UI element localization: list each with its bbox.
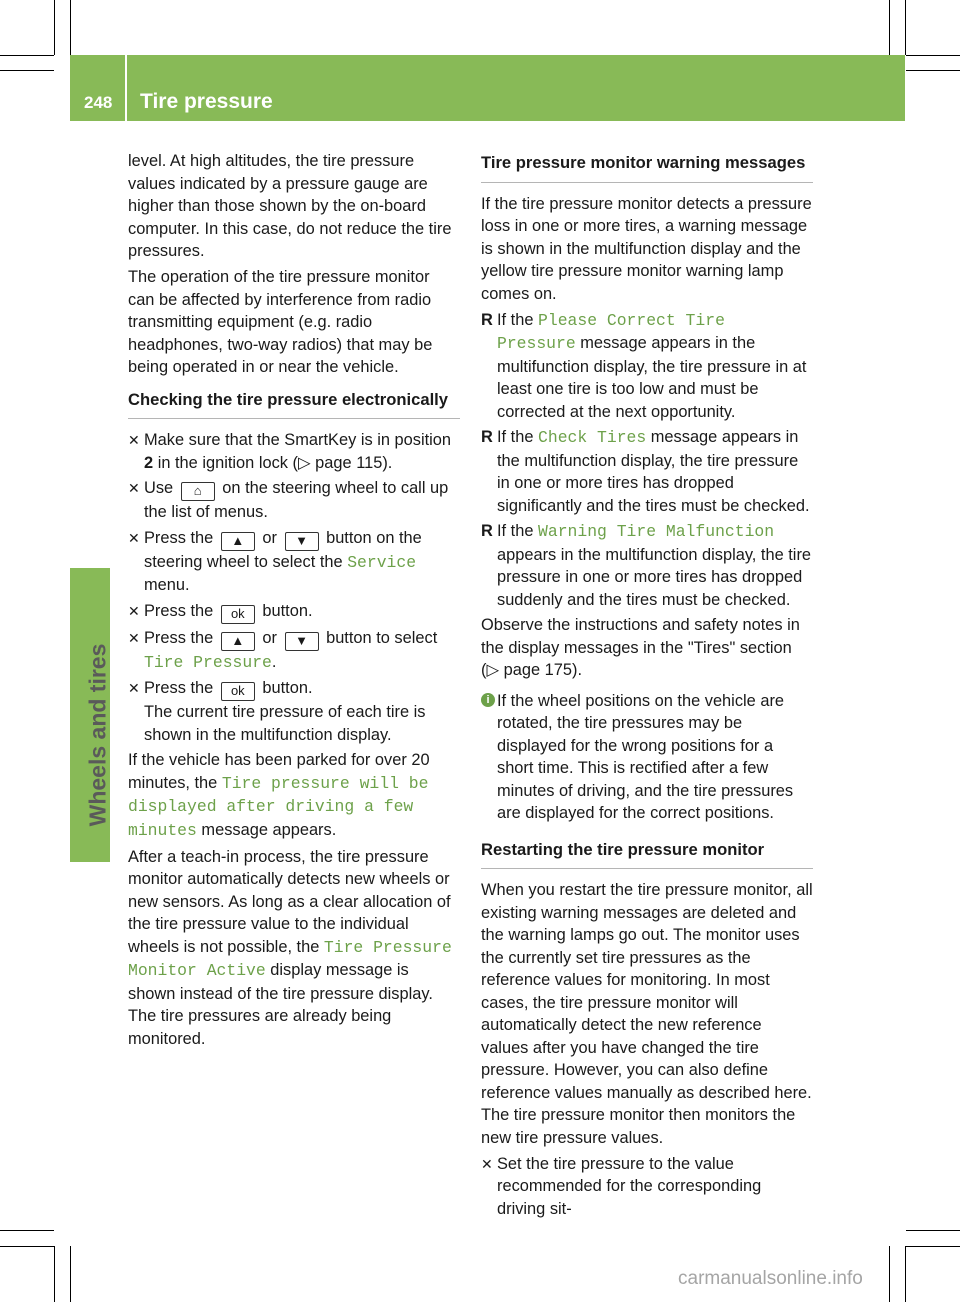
- crop-mark: [0, 1246, 54, 1247]
- crop-mark: [70, 0, 71, 55]
- instruction-step: ✕ Press the ▲ or ▼ button on the steering wheel to select the Service menu.: [128, 528, 422, 594]
- display-message: Warning Tire Malfunction: [538, 522, 775, 541]
- crop-mark: [70, 1246, 71, 1302]
- bullet-item: R If the Warning Tire Malfunction appears in the multifunction display, the tire pressure in one or more tires has dropped suddenly and the tires must be checked.: [481, 522, 812, 609]
- page-reference-link[interactable]: page 115).: [315, 453, 393, 472]
- header-divider: [125, 55, 127, 121]
- home-button-icon: ⌂: [181, 482, 215, 501]
- step-arrow-icon: ✕: [128, 680, 140, 696]
- section-heading-warning: Tire pressure monitor warning messages: [481, 153, 806, 172]
- info-note: i If the wheel positions on the vehicle are rotated, the tire pressures may be displayed for the wrong positions for a short time. This is rectified after a few minutes of driving, and the tire pressures are displayed for the correct positions.: [481, 690, 813, 825]
- side-tab-label: Wheels and tires: [84, 643, 111, 827]
- warning-intro: If the tire pressure monitor detects a pressure loss in one or more tires, a warning message is shown in the multifunction display and the yellow tire pressure monitor warning lamp comes on.: [481, 194, 812, 303]
- instruction-step: ✕ Press the ok button. The current tire pressure of each tire is shown in the multifunction display.: [128, 679, 426, 744]
- crop-mark: [906, 70, 960, 71]
- section-rule: [481, 182, 813, 183]
- instruction-step: ✕ Set the tire pressure to the value recommended for the corresponding driving sit-: [481, 1154, 762, 1218]
- crop-mark: [906, 1230, 960, 1231]
- intro-paragraph: level. At high altitudes, the tire pressure values indicated by a pressure gauge are higher than those shown by the on-board computer. In this case, do not reduce the tire pressures.: [128, 152, 452, 260]
- instruction-step: ✕ Use ⌂ on the steering wheel to call up the list of menus.: [128, 479, 449, 521]
- section-heading-checking: Checking the tire pressure electronically: [128, 389, 449, 409]
- step-arrow-icon: ✕: [128, 529, 140, 546]
- watermark: carmanualsonline.info: [678, 1268, 863, 1289]
- page-number: 248: [84, 93, 113, 112]
- crop-mark: [0, 70, 54, 71]
- page-title: Tire pressure: [140, 90, 273, 113]
- instruction-step: ✕ Press the ok button.: [128, 600, 460, 624]
- section-rule: [481, 868, 813, 869]
- display-message: Service: [347, 552, 417, 572]
- section-rule: [128, 418, 460, 419]
- down-button-icon: ▼: [285, 532, 319, 551]
- page-reference-link[interactable]: page 175).: [503, 661, 583, 679]
- display-message: Tire pressure will be displayed after driving a few minutes: [128, 773, 429, 840]
- bullet-item: R If the Check Tires message appears in the multifunction display, the tire pressure in one or more tires has dropped significantly and the tires must be checked.: [481, 428, 810, 515]
- step-result: The current tire pressure of each tire is shown in the multifunction display.: [144, 703, 426, 744]
- page-ref-arrow-icon: ▷: [486, 661, 500, 679]
- instruction-step: ✕ Make sure that the SmartKey is in position 2 in the ignition lock (▷ page 115).: [128, 431, 452, 472]
- crop-mark: [889, 0, 890, 55]
- parked-paragraph: If the vehicle has been parked for over 20 minutes, the Tire pressure will be displayed after driving a few minutes message appears.: [128, 751, 430, 840]
- ok-button-icon: ok: [221, 682, 255, 701]
- info-icon: i: [481, 693, 495, 707]
- bullet-icon: R: [481, 522, 493, 540]
- display-message: Tire Pressure Monitor Active: [128, 937, 452, 980]
- teach-in-paragraph: After a teach-in process, the tire pressure monitor automatically detects new wheels or new sensors. As long as a clear allocation of the tire pressure value to the individual wheels is not possible, the Tire Pressure Monitor Active display message is shown instead of the tire pressure display. The tire pressures are already being monitored.: [128, 847, 452, 1048]
- step-arrow-icon: ✕: [128, 602, 140, 619]
- crop-mark: [889, 1246, 890, 1302]
- ok-button-icon: ok: [221, 605, 255, 624]
- crop-mark: [906, 55, 960, 56]
- bullet-item: R If the Please Correct Tire Pressure message appears in the multifunction display, the tire pressure in at least one tire is too low and must be corrected at the next opportunity.: [481, 310, 807, 421]
- crop-mark: [906, 1246, 960, 1247]
- display-message: Check Tires: [538, 428, 647, 447]
- bullet-icon: R: [481, 428, 493, 446]
- up-button-icon: ▲: [221, 632, 255, 651]
- up-button-icon: ▲: [221, 532, 255, 551]
- crop-mark: [54, 1246, 55, 1302]
- restart-paragraph: When you restart the tire pressure monitor, all existing warning messages are deleted and the warning lamps go out. The monitor uses the currently set tire pressures as the reference values for monitoring. In most cases, the tire pressure monitor will automatically detect the new reference values after you have changed the tire pressure. However, you can also define reference values manually as described here. The tire pressure monitor then monitors the new tire pressure values.: [481, 881, 813, 1147]
- right-column: [481, 150, 813, 1223]
- display-message: Tire Pressure: [144, 652, 272, 672]
- crop-mark: [905, 1246, 906, 1302]
- crop-mark: [905, 0, 906, 55]
- instruction-step: ✕ Press the ▲ or ▼ button to select Tire Pressure.: [128, 628, 438, 672]
- display-message: Please Correct Tire Pressure: [497, 310, 725, 353]
- crop-mark: [54, 0, 55, 55]
- step-arrow-icon: ✕: [128, 480, 140, 496]
- step-arrow-icon: ✕: [128, 432, 140, 448]
- observe-paragraph: Observe the instructions and safety notes in the display messages in the "Tires" section (▷ page 175).: [481, 616, 800, 679]
- interference-paragraph: The operation of the tire pressure monitor can be affected by interference from radio transmitting equipment (e.g. radio headphones, two-way radios) that may be being operated in or near the vehicle.: [128, 268, 433, 376]
- page-ref-arrow-icon: ▷: [298, 453, 311, 472]
- step-arrow-icon: ✕: [128, 629, 140, 646]
- down-button-icon: ▼: [285, 632, 319, 651]
- crop-mark: [0, 1230, 54, 1231]
- bullet-icon: R: [481, 310, 493, 329]
- left-column: [128, 150, 460, 1054]
- section-heading-restart: Restarting the tire pressure monitor: [481, 839, 765, 859]
- step-arrow-icon: ✕: [481, 1155, 493, 1172]
- crop-mark: [0, 55, 54, 56]
